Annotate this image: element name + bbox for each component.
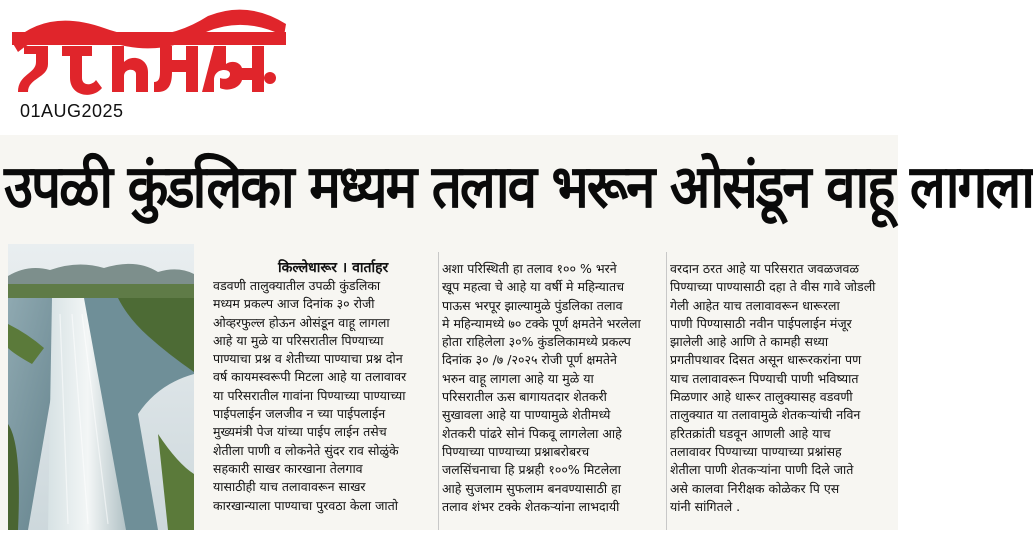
article-line: शेतीला पाणी शेतकऱ्यांना पाणी दिले जाते (670, 462, 854, 478)
column-divider (666, 252, 667, 530)
article-line: याच तलावावरून पिण्याची पाणी भविष्यात (670, 370, 859, 386)
article-line: तालुक्यात या तलावामुळे शेतकऱ्यांची नविन (670, 407, 861, 423)
column-divider (438, 252, 439, 530)
article-line: गेली आहेत याच तलावावरून धारूरला (670, 297, 840, 313)
dam-photo-image (8, 244, 194, 530)
article-line: हरितक्रांती घडवून आणली आहे याच (670, 425, 831, 441)
article-line: मध्यम प्रकल्प आज दिनांक ३० रोजी (213, 296, 375, 312)
dam-photo (8, 244, 194, 530)
article-column-2 (442, 260, 664, 530)
article-line: या परिसरातील गावांना पिण्याच्या पाण्याच्या (213, 387, 406, 403)
article-line: यांनी सांगितले . (670, 498, 741, 514)
article-headline: उपळी कुंडलिका मध्यम तलाव भरून ओसंडून वाहू लागला (4, 153, 1033, 222)
article-line: खूप महत्वा चे आहे या वर्षी मे महिन्यातच (442, 279, 625, 295)
article-line: शेतकरी पांढरे सोनं पिकवू लागलेला आहे (442, 425, 622, 441)
masthead-logo-art (8, 2, 290, 98)
article-line: पिण्याच्या पाण्याच्या प्रश्नाबरोबरच (442, 443, 590, 459)
article-column-1 (213, 277, 436, 531)
article-line: पिण्याच्या पाण्यासाठी दहा ते वीस गावे जोडली (670, 279, 876, 295)
article-line: वडवणी तालुक्यातील उपळी कुंडलिका (213, 278, 381, 293)
article-line: होता राहिलेला ३०% कुंडलिकामध्ये प्रकल्प (442, 334, 631, 350)
article-line: असे कालवा निरीक्षक कोळेकर पि एस (670, 480, 840, 496)
article-line: ओव्हरफुल्ल होऊन ओसंडून वाहू लागला (213, 314, 390, 330)
article-column-3 (670, 260, 892, 530)
article-line: पाणी पिण्यासाठी नवीन पाईपलाईन मंजूर (670, 315, 852, 331)
article-line: शेतीला पाणी व लोकनेते सुंदर राव सोळुंके (213, 442, 399, 458)
article-line: प्रगतीपथावर दिसत असून धारूरकरांना पण (670, 352, 862, 368)
article-line: कारखान्याला पाण्याचा पुरवठा केला जातो (213, 497, 398, 513)
article-line: भरुन वाहू लागला आहे या मुळे या (442, 370, 594, 386)
article-line: तलाव शंभर टक्के शेतकऱ्यांना लाभदायी (442, 498, 620, 514)
article-line: मुख्यमंत्री पेज यांच्या पाईप लाईन तसेच (213, 424, 387, 440)
article-line: परिसरातील ऊस बागायतदार शेतकरी (442, 389, 607, 405)
article-line: पाईपलाईन जलजीव न च्या पाईपलाईन (213, 406, 386, 422)
issue-date: 01AUG2025 (20, 101, 124, 121)
masthead-logo (8, 2, 290, 98)
article-line: अशा परिस्थिती हा तलाव १०० % भरने (442, 261, 617, 276)
article-line: झालेली आहे आणि ते कामही सध्या (670, 334, 829, 350)
article-line: यासाठीही याच तलावावरून साखर (213, 479, 366, 495)
article-line: वरदान ठरत आहे या परिसरात जवळजवळ (670, 261, 859, 276)
article-line: वर्ष कायमस्वरूपी मिटला आहे या तलावावर (213, 369, 407, 385)
article-line: आहे या मुळे या परिसरातील पिण्याच्या (213, 332, 384, 348)
article-line: मिळणार आहे धारूर तालुक्यासह वडवणी (670, 389, 853, 405)
article-line: जलसिंचनाचा हि प्रश्नही १००% मिटलेला (442, 462, 621, 478)
article-line: मे महिन्यामध्ये ७० टक्के पूर्ण क्षमतेने भरलेला (442, 315, 641, 331)
article-line: दिनांक ३० /७ /२०२५ रोजी पूर्ण क्षमतेने (442, 352, 617, 368)
article-line: पाऊस भरपूर झाल्यामुळे पुंडलिका तलाव (442, 297, 623, 313)
article-line: सुखावला आहे या पाण्यामुळे शेतीमध्ये (442, 407, 611, 423)
article-line: आहे सुजलाम सुफलाम बनवण्यासाठी हा (442, 480, 622, 496)
article-byline: किल्लेधारूर । वार्ताहर (278, 260, 389, 276)
article-line: पाण्याचा प्रश्न व शेतीच्या पाण्याचा प्रश्न दोन (213, 351, 403, 367)
article-line: तलावावर पिण्याच्या पाण्याच्या प्रश्नांसह (670, 443, 842, 459)
article-line: सहकारी साखर कारखाना तेलगाव (213, 460, 363, 476)
